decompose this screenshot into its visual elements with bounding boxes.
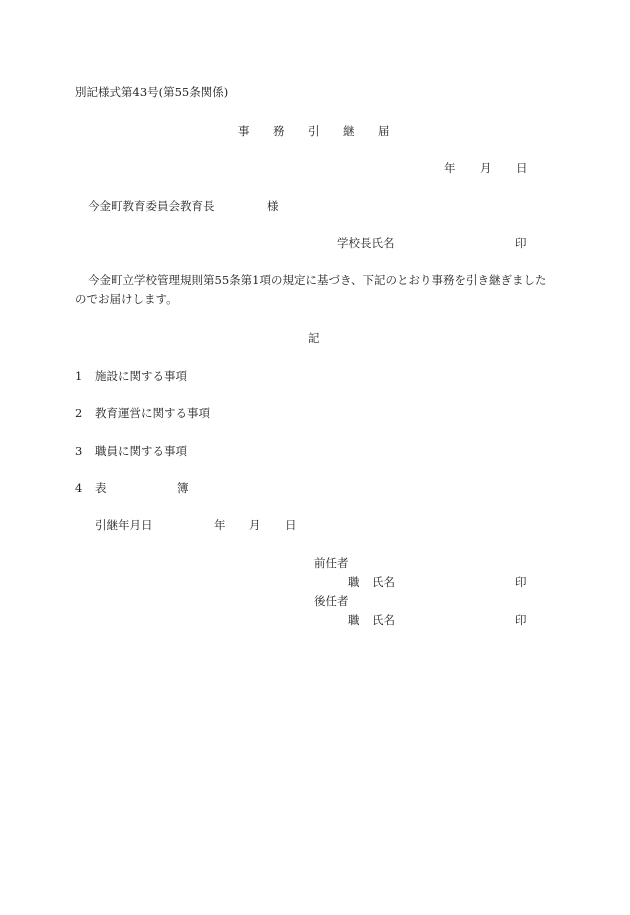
handover-year-label: 年 bbox=[214, 518, 226, 532]
item-1-number: 1 bbox=[75, 369, 83, 383]
predecessor-job-label: 職 bbox=[348, 575, 360, 589]
addressee-honorific: 様 bbox=[267, 199, 279, 213]
title-char: 継 bbox=[343, 124, 355, 138]
item-4-text-tail: 簿 bbox=[177, 481, 189, 495]
item-2-number: 2 bbox=[75, 406, 83, 420]
principal-name-label: 学校長氏名 bbox=[337, 236, 395, 250]
predecessor-seal-mark: 印 bbox=[515, 575, 527, 589]
date-year-label: 年 bbox=[444, 161, 456, 175]
item-2-text: 教育運営に関する事項 bbox=[95, 406, 210, 420]
ki-heading: 記 bbox=[308, 331, 320, 345]
predecessor-label: 前任者 bbox=[314, 556, 349, 570]
item-1-text: 施設に関する事項 bbox=[95, 369, 187, 383]
predecessor-name-label: 氏名 bbox=[372, 575, 395, 589]
body-paragraph bbox=[75, 271, 555, 309]
title-char: 務 bbox=[273, 124, 285, 138]
title-char: 届 bbox=[378, 124, 390, 138]
item-3-number: 3 bbox=[75, 444, 83, 458]
successor-name-label: 氏名 bbox=[372, 613, 395, 627]
item-4-text: 表 bbox=[95, 481, 107, 495]
principal-seal-mark: 印 bbox=[515, 236, 527, 250]
date-month-label: 月 bbox=[480, 161, 492, 175]
addressee-name: 今金町教育委員会教育長 bbox=[88, 199, 215, 213]
item-4-number: 4 bbox=[75, 481, 83, 495]
form-label: 別記様式第43号(第55条関係) bbox=[75, 85, 229, 99]
handover-month-label: 月 bbox=[249, 518, 261, 532]
successor-job-label: 職 bbox=[348, 613, 360, 627]
handover-date-label: 引継年月日 bbox=[95, 518, 153, 532]
title-char: 事 bbox=[238, 124, 250, 138]
handover-day-label: 日 bbox=[285, 518, 297, 532]
item-3-text: 職員に関する事項 bbox=[95, 444, 187, 458]
date-day-label: 日 bbox=[516, 161, 528, 175]
successor-label: 後任者 bbox=[314, 594, 349, 608]
body-text: 今金町立学校管理規則第55条第1項の規定に基づき、下記のとおり事務を引き継ぎましたのでお届けします。 bbox=[75, 273, 547, 306]
successor-seal-mark: 印 bbox=[515, 613, 527, 627]
form-title bbox=[238, 124, 390, 138]
title-char: 引 bbox=[308, 124, 320, 138]
